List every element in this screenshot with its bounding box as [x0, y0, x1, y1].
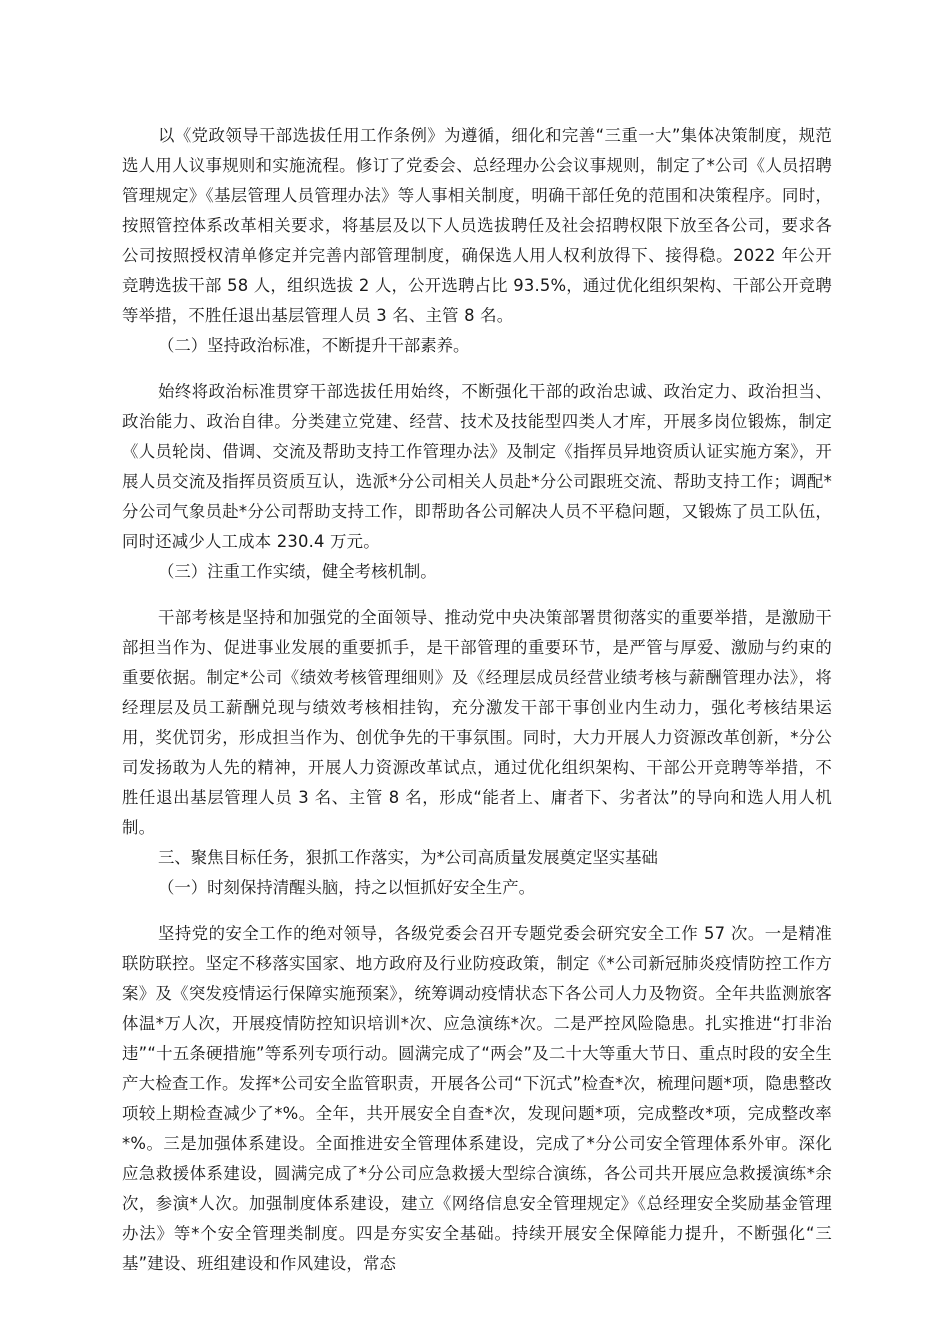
chapter-heading: 三、聚焦目标任务，狠抓工作落实，为*公司高质量发展奠定坚实基础	[158, 848, 658, 867]
body-paragraph: 始终将政治标准贯穿干部选拔任用始终，不断强化干部的政治忠诚、政治定力、政治担当、政治能力、政治自律。分类建立党建、经营、技术及技能型四类人才库，开展多岗位锻炼，制定《人员轮岗、借调、交流及帮助支持工作管理办法》及制定《指挥员异地资质认证实施方案》，开展人员交流及指挥员资质互认，选派*分公司相关人员赴*分公司跟班交流、帮助支持工作；调配*分公司气象员赴*分公司帮助支持工作，即帮助各公司解决人员不平稳问题，又锻炼了员工队伍，同时还减少人工成本 230.4 万元。	[122, 382, 832, 551]
body-paragraph: 以《党政领导干部选拔任用工作条例》为遵循，细化和完善“三重一大”集体决策制度，规范选人用人议事规则和实施流程。修订了党委会、总经理办公会议事规则，制定了*公司《人员招聘管理规定》《基层管理人员管理办法》等人事相关制度，明确干部任免的范围和决策程序。同时，按照管控体系改革相关要求，将基层及以下人员选拔聘任及社会招聘权限下放至各公司，要求各公司按照授权清单修定并完善内部管理制度，确保选人用人权利放得下、接得稳。2022 年公开竞聘选拔干部 58 人，组织选拔 2 人，公开选聘占比 93.5%，通过优化组织架构、干部公开竞聘等举措，不胜任退出基层管理人员 3 名、主管 8 名。	[122, 126, 832, 325]
section-heading: （二）坚持政治标准，不断提升干部素养。	[158, 336, 470, 355]
body-paragraph: 干部考核是坚持和加强党的全面领导、推动党中央决策部署贯彻落实的重要举措，是激励干部担当作为、促进事业发展的重要抓手，是干部管理的重要环节，是严管与厚爱、激励与约束的重要依据。制定*公司《绩效考核管理细则》及《经理层成员经营业绩考核与薪酬管理办法》，将经理层及员工薪酬兑现与绩效考核相挂钩，充分激发干部干事创业内生动力，强化考核结果运用，奖优罚劣，形成担当作为、创优争先的干事氛围。同时，大力开展人力资源改革创新，*分公司发扬敢为人先的精神，开展人力资源改革试点，通过优化组织架构、干部公开竞聘等举措，不胜任退出基层管理人员 3 名、主管 8 名，形成“能者上、庸者下、劣者汰”的导向和选人用人机制。	[122, 608, 832, 837]
body-paragraph: 坚持党的安全工作的绝对领导，各级党委会召开专题党委会研究安全工作 57 次。一是精准联防联控。坚定不移落实国家、地方政府及行业防疫政策，制定《*公司新冠肺炎疫情防控工作方案》及《突发疫情运行保障实施预案》，统筹调动疫情状态下各公司人力及物资。全年共监测旅客体温*万人次，开展疫情防控知识培训*次、应急演练*次。二是严控风险隐患。扎实推进“打非治违”“十五条硬措施”等系列专项行动。圆满完成了“两会”及二十大等重大节日、重点时段的安全生产大检查工作。发挥*公司安全监管职责，开展各公司“下沉式”检查*次，梳理问题*项，隐患整改项较上期检查减少了*%。全年，共开展安全自查*次，发现问题*项，完成整改*项，完成整改率*%。三是加强体系建设。全面推进安全管理体系建设，完成了*分公司安全管理体系外审。深化应急救援体系建设，圆满完成了*分公司应急救援大型综合演练，各公司共开展应急救援演练*余次，参演*人次。加强制度体系建设，建立《网络信息安全管理规定》《总经理安全奖励基金管理办法》等*个安全管理类制度。四是夯实安全基础。持续开展安全保障能力提升，不断强化“三基”建设、班组建设和作风建设，常态	[122, 924, 832, 1273]
section-heading: （一）时刻保持清醒头脑，持之以恒抓好安全生产。	[158, 878, 535, 897]
section-heading: （三）注重工作实绩，健全考核机制。	[158, 562, 437, 581]
document-page	[122, 121, 832, 1279]
